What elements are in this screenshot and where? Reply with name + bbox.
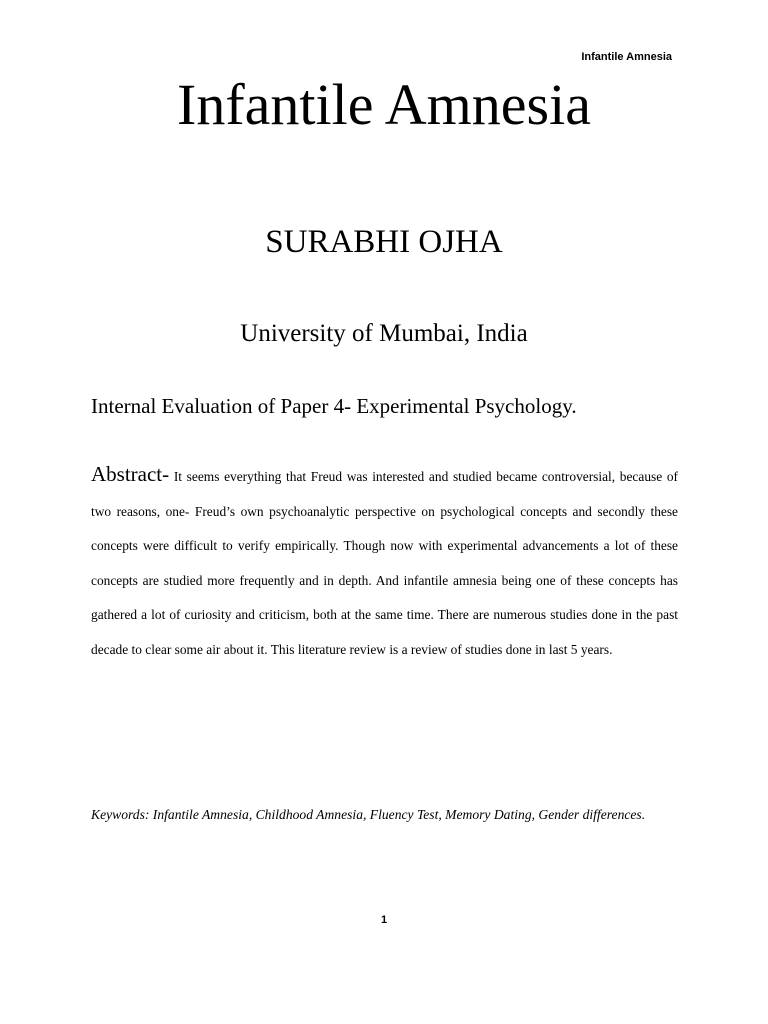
evaluation-line: Internal Evaluation of Paper 4- Experimental Psychology. [91,394,577,418]
page-number: 1 [380,914,388,926]
running-header: Infantile Amnesia [581,51,672,63]
abstract-label: Abstract- [91,462,170,486]
keywords: Keywords: Infantile Amnesia, Childhood Amnesia, Fluency Test, Memory Dating, Gender differences. [91,807,646,822]
abstract-paragraph [91,457,678,668]
abstract-text: It seems everything that Freud was interested and studied became controversial, because of two reasons, one- Freud’s own psychoanalytic perspective on psychological concepts and secondly these concepts were difficult to verify empirically. Though now with experimental advancements a lot of these concepts are studied more frequently and in depth. And infantile amnesia being one of these concepts has gathered a lot of curiosity and criticism, both at the same time. There are numerous studies done in the past decade to clear some air about it. This literature review is a review of studies done in last 5 years. [91,469,678,657]
paper-title: Infantile Amnesia [177,72,591,137]
author-name: SURABHI OJHA [265,224,503,260]
author-affiliation: University of Mumbai, India [240,320,528,347]
